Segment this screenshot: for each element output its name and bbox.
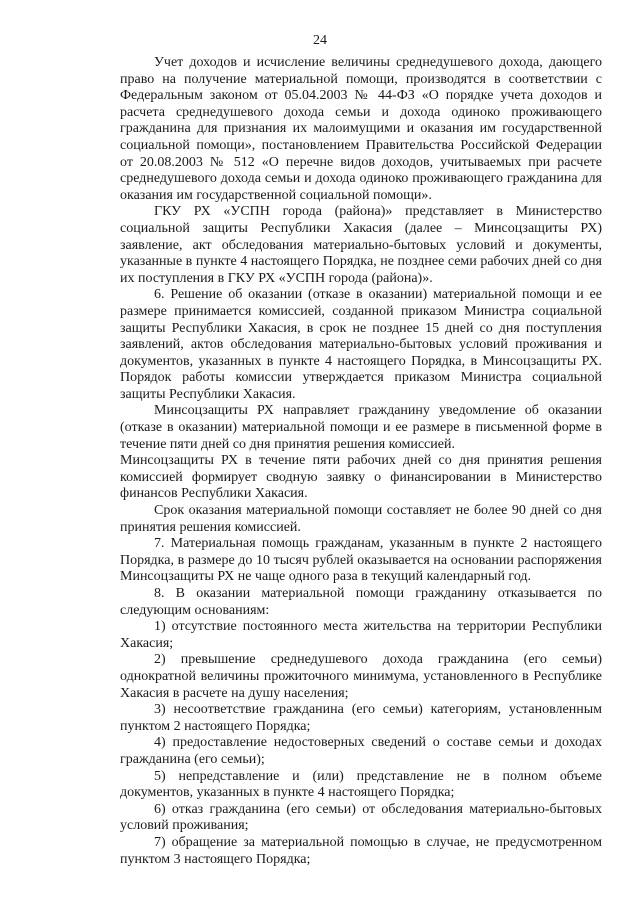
refusal-reason-3: 3) несоответствие гражданина (его семьи) категориям, установленным пунктом 2 настоящего Порядка; [120,702,602,734]
paragraph-summary-request: Минсоцзащиты РХ в течение пяти рабочих дней со дня принятия решения комиссией формирует сводную заявку о финансировании в Министерство финансов Республики Хакасия. [120,453,602,502]
paragraph-assistance-term: Срок оказания материальной помощи составляет не более 90 дней со дня принятия решения комиссией. [120,503,602,535]
paragraph-notification: Минсоцзащиты РХ направляет гражданину уведомление об оказании (отказе в оказании) материальной помощи и ее размере в письменной форме в течение пяти дней со дня принятия решения комиссией. [120,403,602,452]
page-number: 24 [313,33,327,48]
paragraph-item-7-amount: 7. Материальная помощь гражданам, указанным в пункте 2 настоящего Порядка, в размере до 10 тысяч рублей оказывается на основании распоряжения Минсоцзащиты РХ не чаще одного раза в текущий календарный год. [120,536,602,585]
refusal-reason-7: 7) обращение за материальной помощью в случае, не предусмотренном пунктом 3 настоящего Порядка; [120,834,602,867]
document-body [120,55,602,868]
refusal-reason-4: 4) предоставление недостоверных сведений о составе семьи и доходах гражданина (его семьи); [120,735,602,767]
refusal-reason-5: 5) непредставление и (или) представление не в полном объеме документов, указанных в пункте 4 настоящего Порядка; [120,768,602,801]
paragraph-item-8-refusal: 8. В оказании материальной помощи гражданину отказывается по следующим основаниям: [120,586,602,618]
refusal-reason-2: 2) превышение среднедушевого дохода гражданина (его семьи) однократной величины прожиточного минимума, установленного в Республике Хакасия в расчете на душу населения; [120,652,602,701]
paragraph-income-accounting: Учет доходов и исчисление величины среднедушевого дохода, дающего право на получение материальной помощи, производятся в соответствии с Федеральным законом от 05.04.2003 № 44-ФЗ «О порядке учета доходов и расчета среднедушевого дохода семьи и дохода одиноко проживающего гражданина для признания их малоимущими и оказания им государственной социальной помощи», постановлением Правительства Российской Федерации от 20.08.2003 № 512 «О перечне видов доходов, учитываемых при расчете среднедушевого дохода семьи и дохода одиноко проживающего гражданина для оказания им государственной социальной помощи». [120,55,602,203]
paragraph-gku-submission: ГКУ РХ «УСПН города (района)» представляет в Министерство социальной защиты Республики Хакасия (далее – Минсоцзащиты РХ) заявление, акт обследования материально-бытовых условий и документы, указанные в пункте 4 настоящего Порядка, не позднее семи рабочих дней со дня их поступления в ГКУ РХ «УСПН города (района)». [120,204,602,286]
refusal-reason-1: 1) отсутствие постоянного места жительства на территории Республики Хакасия; [120,619,602,651]
paragraph-item-6-decision: 6. Решение об оказании (отказе в оказании) материальной помощи и ее размере принимается комиссией, созданной приказом Министра социальной защиты Республики Хакасия, в срок не позднее 15 дней со дня поступления заявлений, актов обследования материально-бытовых условий проживания и документов, указанных в пункте 4 настоящего Порядка, в Минсоцзащиты РХ. Порядок работы комиссии утверждается приказом Министра социальной защиты Республики Хакасия. [120,287,602,402]
refusal-reason-6: 6) отказ гражданина (его семьи) от обследования материально-бытовых условий проживания; [120,801,602,834]
